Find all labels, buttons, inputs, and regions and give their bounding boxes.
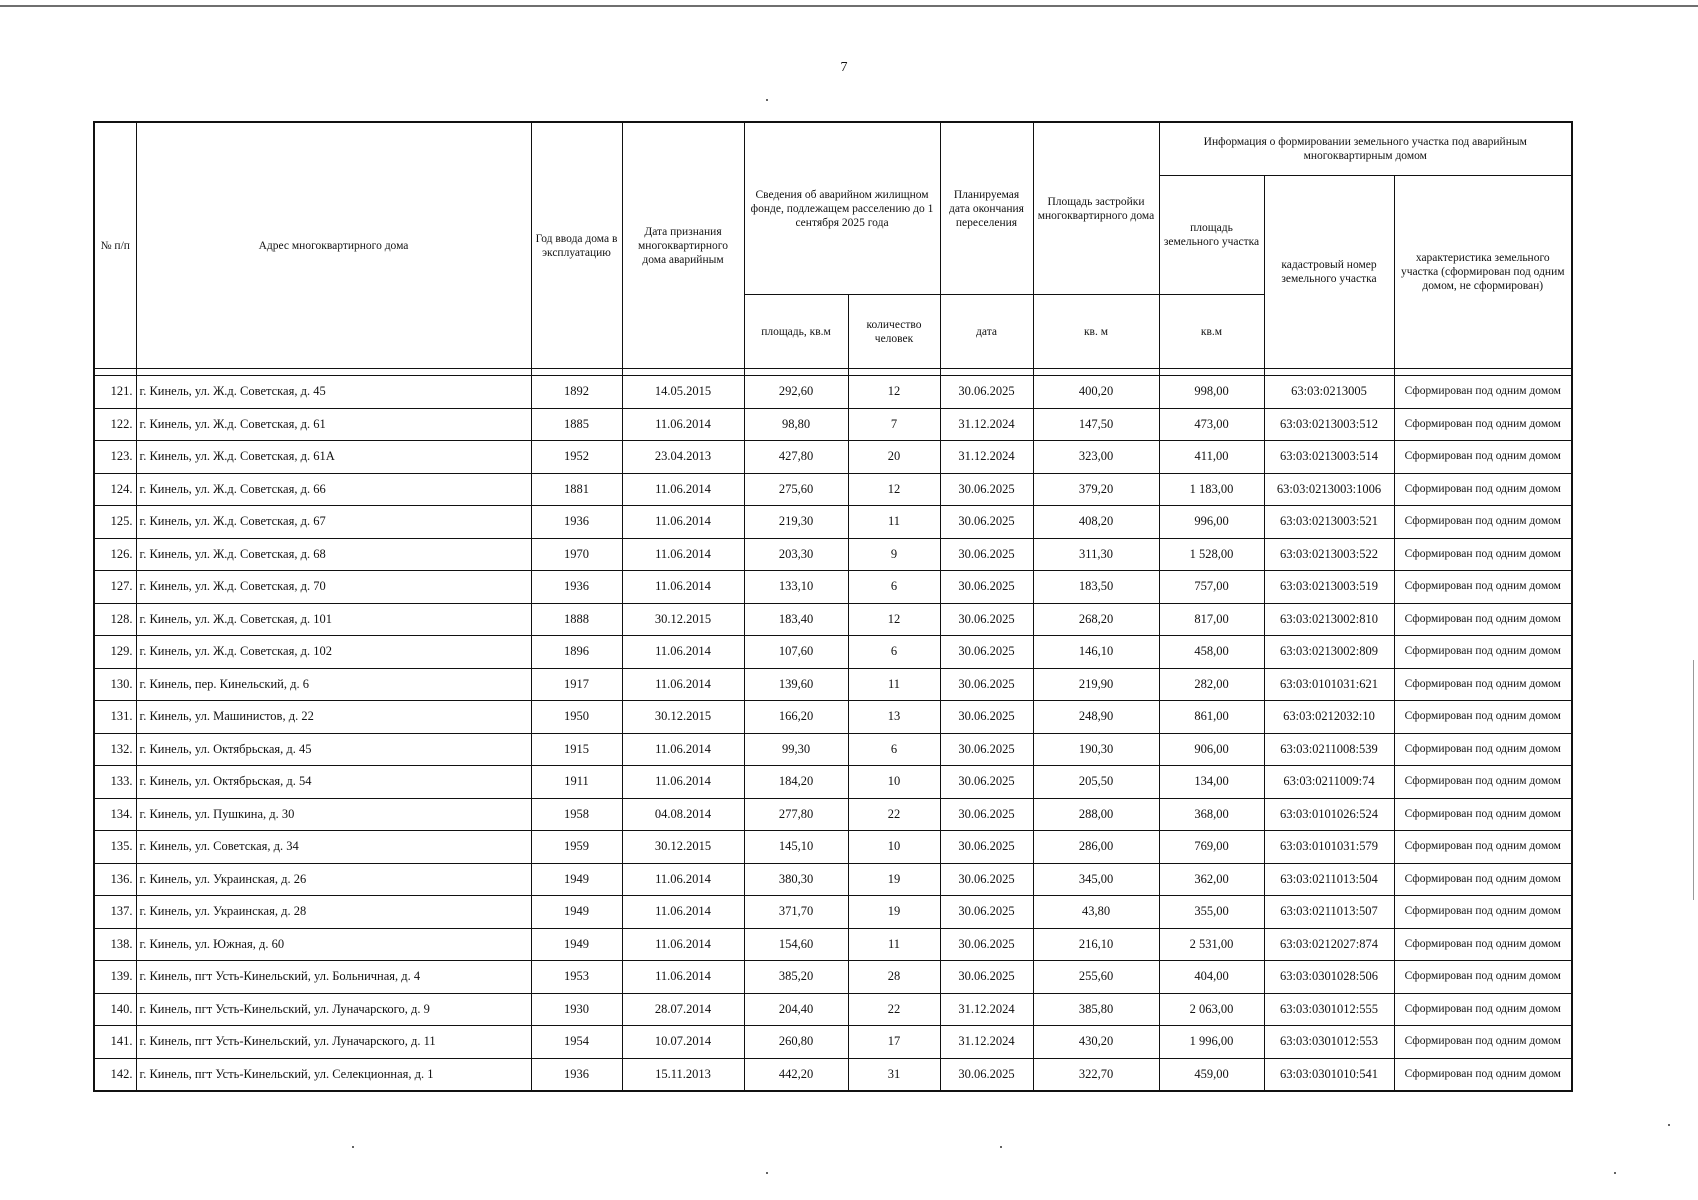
row-area-sqm: 99,30 <box>744 733 848 766</box>
row-planned-end: 30.06.2025 <box>940 928 1033 961</box>
scan-top-border <box>0 5 1698 7</box>
scan-speck <box>352 1146 354 1148</box>
row-planned-end: 30.06.2025 <box>940 733 1033 766</box>
row-building-area: 400,20 <box>1033 376 1159 409</box>
row-address: г. Кинель, ул. Октябрьская, д. 45 <box>136 733 531 766</box>
row-recognition-date: 11.06.2014 <box>622 473 744 506</box>
row-land-area: 906,00 <box>1159 733 1264 766</box>
row-num: 129. <box>94 636 136 669</box>
row-area-sqm: 204,40 <box>744 993 848 1026</box>
row-land-characteristic: Сформирован под одним домом <box>1394 506 1572 539</box>
row-land-area: 282,00 <box>1159 668 1264 701</box>
row-planned-end: 30.06.2025 <box>940 636 1033 669</box>
row-land-area: 458,00 <box>1159 636 1264 669</box>
scan-speck <box>1668 1124 1670 1126</box>
row-people-count: 13 <box>848 701 940 734</box>
row-address: г. Кинель, ул. Ж.д. Советская, д. 68 <box>136 538 531 571</box>
table-row <box>94 571 1572 604</box>
row-num: 131. <box>94 701 136 734</box>
row-building-area: 146,10 <box>1033 636 1159 669</box>
row-address: г. Кинель, ул. Октябрьская, д. 54 <box>136 766 531 799</box>
header-building-area-unit: кв. м <box>1033 295 1159 369</box>
table-row <box>94 603 1572 636</box>
row-recognition-date: 11.06.2014 <box>622 863 744 896</box>
row-land-characteristic: Сформирован под одним домом <box>1394 571 1572 604</box>
row-planned-end: 30.06.2025 <box>940 701 1033 734</box>
table-row <box>94 506 1572 539</box>
row-land-area: 368,00 <box>1159 798 1264 831</box>
header-area-sqm: площадь, кв.м <box>744 295 848 369</box>
row-year: 1930 <box>531 993 622 1026</box>
row-land-area: 134,00 <box>1159 766 1264 799</box>
row-people-count: 10 <box>848 766 940 799</box>
row-building-area: 323,00 <box>1033 441 1159 474</box>
row-recognition-date: 11.06.2014 <box>622 636 744 669</box>
row-recognition-date: 11.06.2014 <box>622 961 744 994</box>
scan-speck <box>766 1172 768 1174</box>
row-cadastral-number: 63:03:0101031:579 <box>1264 831 1394 864</box>
row-land-area: 817,00 <box>1159 603 1264 636</box>
row-land-characteristic: Сформирован под одним домом <box>1394 1058 1572 1091</box>
row-land-characteristic: Сформирован под одним домом <box>1394 538 1572 571</box>
row-planned-end: 30.06.2025 <box>940 376 1033 409</box>
row-land-area: 411,00 <box>1159 441 1264 474</box>
row-people-count: 9 <box>848 538 940 571</box>
row-area-sqm: 292,60 <box>744 376 848 409</box>
row-area-sqm: 277,80 <box>744 798 848 831</box>
row-address: г. Кинель, ул. Советская, д. 34 <box>136 831 531 864</box>
row-area-sqm: 145,10 <box>744 831 848 864</box>
row-cadastral-number: 63:03:0101026:524 <box>1264 798 1394 831</box>
row-land-area: 1 183,00 <box>1159 473 1264 506</box>
table-row <box>94 863 1572 896</box>
row-land-characteristic: Сформирован под одним домом <box>1394 766 1572 799</box>
table-row <box>94 993 1572 1026</box>
row-area-sqm: 154,60 <box>744 928 848 961</box>
header-date-recognition: Дата признания многоквартирного дома аварийным <box>622 122 744 369</box>
row-year: 1881 <box>531 473 622 506</box>
row-num: 139. <box>94 961 136 994</box>
row-address: г. Кинель, ул. Украинская, д. 26 <box>136 863 531 896</box>
row-area-sqm: 203,30 <box>744 538 848 571</box>
row-cadastral-number: 63:03:0212032:10 <box>1264 701 1394 734</box>
header-land-char: характеристика земельного участка (сформирован под одним домом, не сформирован) <box>1394 176 1572 369</box>
row-num: 140. <box>94 993 136 1026</box>
row-people-count: 11 <box>848 928 940 961</box>
row-num: 136. <box>94 863 136 896</box>
scan-edge-line <box>1693 660 1694 900</box>
row-land-characteristic: Сформирован под одним домом <box>1394 603 1572 636</box>
row-recognition-date: 28.07.2014 <box>622 993 744 1026</box>
row-land-characteristic: Сформирован под одним домом <box>1394 376 1572 409</box>
row-land-characteristic: Сформирован под одним домом <box>1394 441 1572 474</box>
row-area-sqm: 219,30 <box>744 506 848 539</box>
row-recognition-date: 04.08.2014 <box>622 798 744 831</box>
row-land-area: 757,00 <box>1159 571 1264 604</box>
row-address: г. Кинель, ул. Ж.д. Советская, д. 45 <box>136 376 531 409</box>
row-cadastral-number: 63:03:0211013:504 <box>1264 863 1394 896</box>
row-building-area: 248,90 <box>1033 701 1159 734</box>
row-cadastral-number: 63:03:0211008:539 <box>1264 733 1394 766</box>
row-year: 1911 <box>531 766 622 799</box>
table-row <box>94 766 1572 799</box>
row-recognition-date: 11.06.2014 <box>622 408 744 441</box>
row-address: г. Кинель, пгт Усть-Кинельский, ул. Больничная, д. 4 <box>136 961 531 994</box>
row-people-count: 22 <box>848 993 940 1026</box>
header-land-info: Информация о формировании земельного участка под аварийным многоквартирным домом <box>1159 122 1572 176</box>
row-land-characteristic: Сформирован под одним домом <box>1394 961 1572 994</box>
row-recognition-date: 11.06.2014 <box>622 506 744 539</box>
row-people-count: 17 <box>848 1026 940 1059</box>
row-building-area: 205,50 <box>1033 766 1159 799</box>
table-row <box>94 701 1572 734</box>
row-recognition-date: 11.06.2014 <box>622 668 744 701</box>
row-planned-end: 30.06.2025 <box>940 896 1033 929</box>
row-people-count: 11 <box>848 668 940 701</box>
row-land-characteristic: Сформирован под одним домом <box>1394 701 1572 734</box>
header-land-area: площадь земельного участка <box>1159 176 1264 295</box>
row-land-characteristic: Сформирован под одним домом <box>1394 408 1572 441</box>
row-building-area: 322,70 <box>1033 1058 1159 1091</box>
row-cadastral-number: 63:03:0301012:555 <box>1264 993 1394 1026</box>
row-cadastral-number: 63:03:0213003:1006 <box>1264 473 1394 506</box>
row-land-area: 473,00 <box>1159 408 1264 441</box>
row-land-area: 404,00 <box>1159 961 1264 994</box>
row-land-characteristic: Сформирован под одним домом <box>1394 896 1572 929</box>
table-row <box>94 831 1572 864</box>
header-people-count: количество человек <box>848 295 940 369</box>
row-recognition-date: 11.06.2014 <box>622 928 744 961</box>
row-num: 126. <box>94 538 136 571</box>
row-planned-end: 30.06.2025 <box>940 473 1033 506</box>
row-building-area: 268,20 <box>1033 603 1159 636</box>
header-building-area: Площадь застройки многоквартирного дома <box>1033 122 1159 295</box>
table-row <box>94 733 1572 766</box>
row-land-area: 355,00 <box>1159 896 1264 929</box>
header-spacer-row <box>94 369 1572 376</box>
row-recognition-date: 30.12.2015 <box>622 701 744 734</box>
header-date-sub: дата <box>940 295 1033 369</box>
row-num: 130. <box>94 668 136 701</box>
row-planned-end: 30.06.2025 <box>940 538 1033 571</box>
row-year: 1950 <box>531 701 622 734</box>
row-recognition-date: 11.06.2014 <box>622 571 744 604</box>
row-land-area: 2 531,00 <box>1159 928 1264 961</box>
row-cadastral-number: 63:03:0213003:521 <box>1264 506 1394 539</box>
row-planned-end: 31.12.2024 <box>940 993 1033 1026</box>
row-people-count: 7 <box>848 408 940 441</box>
row-num: 132. <box>94 733 136 766</box>
row-cadastral-number: 63:03:0301028:506 <box>1264 961 1394 994</box>
row-year: 1952 <box>531 441 622 474</box>
header-land-area-unit: кв.м <box>1159 295 1264 369</box>
row-people-count: 10 <box>848 831 940 864</box>
row-year: 1888 <box>531 603 622 636</box>
row-year: 1917 <box>531 668 622 701</box>
row-people-count: 19 <box>848 896 940 929</box>
row-num: 135. <box>94 831 136 864</box>
table-row <box>94 798 1572 831</box>
scan-speck <box>1000 1146 1002 1148</box>
header-address: Адрес многоквартирного дома <box>136 122 531 369</box>
row-building-area: 183,50 <box>1033 571 1159 604</box>
row-area-sqm: 371,70 <box>744 896 848 929</box>
row-people-count: 12 <box>848 603 940 636</box>
emergency-housing-table <box>93 121 1573 1092</box>
row-land-area: 2 063,00 <box>1159 993 1264 1026</box>
row-land-characteristic: Сформирован под одним домом <box>1394 733 1572 766</box>
row-cadastral-number: 63:03:0213003:512 <box>1264 408 1394 441</box>
row-num: 123. <box>94 441 136 474</box>
row-area-sqm: 260,80 <box>744 1026 848 1059</box>
row-planned-end: 31.12.2024 <box>940 441 1033 474</box>
row-area-sqm: 380,30 <box>744 863 848 896</box>
scan-speck <box>766 99 768 101</box>
row-year: 1892 <box>531 376 622 409</box>
row-cadastral-number: 63:03:0212027:874 <box>1264 928 1394 961</box>
row-planned-end: 31.12.2024 <box>940 408 1033 441</box>
row-year: 1936 <box>531 571 622 604</box>
row-area-sqm: 139,60 <box>744 668 848 701</box>
row-address: г. Кинель, ул. Ж.д. Советская, д. 66 <box>136 473 531 506</box>
row-land-area: 998,00 <box>1159 376 1264 409</box>
row-address: г. Кинель, ул. Южная, д. 60 <box>136 928 531 961</box>
row-land-area: 1 996,00 <box>1159 1026 1264 1059</box>
row-area-sqm: 275,60 <box>744 473 848 506</box>
table-row <box>94 1026 1572 1059</box>
row-cadastral-number: 63:03:0213003:519 <box>1264 571 1394 604</box>
row-year: 1958 <box>531 798 622 831</box>
table-row <box>94 473 1572 506</box>
row-building-area: 255,60 <box>1033 961 1159 994</box>
row-building-area: 43,80 <box>1033 896 1159 929</box>
row-year: 1936 <box>531 1058 622 1091</box>
table-row <box>94 961 1572 994</box>
row-area-sqm: 427,80 <box>744 441 848 474</box>
row-people-count: 31 <box>848 1058 940 1091</box>
row-land-characteristic: Сформирован под одним домом <box>1394 831 1572 864</box>
row-cadastral-number: 63:03:0213003:522 <box>1264 538 1394 571</box>
row-num: 121. <box>94 376 136 409</box>
row-land-characteristic: Сформирован под одним домом <box>1394 473 1572 506</box>
scan-speck <box>1614 1172 1616 1174</box>
table-row <box>94 896 1572 929</box>
table-row <box>94 408 1572 441</box>
row-cadastral-number: 63:03:0213003:514 <box>1264 441 1394 474</box>
row-num: 142. <box>94 1058 136 1091</box>
row-recognition-date: 30.12.2015 <box>622 603 744 636</box>
row-building-area: 345,00 <box>1033 863 1159 896</box>
page-number: 7 <box>840 60 848 75</box>
table-row <box>94 441 1572 474</box>
row-building-area: 311,30 <box>1033 538 1159 571</box>
row-recognition-date: 10.07.2014 <box>622 1026 744 1059</box>
row-planned-end: 31.12.2024 <box>940 1026 1033 1059</box>
row-area-sqm: 133,10 <box>744 571 848 604</box>
row-building-area: 430,20 <box>1033 1026 1159 1059</box>
table-row <box>94 668 1572 701</box>
row-land-characteristic: Сформирован под одним домом <box>1394 798 1572 831</box>
row-area-sqm: 98,80 <box>744 408 848 441</box>
row-area-sqm: 166,20 <box>744 701 848 734</box>
row-land-characteristic: Сформирован под одним домом <box>1394 863 1572 896</box>
row-address: г. Кинель, ул. Ж.д. Советская, д. 67 <box>136 506 531 539</box>
header-year: Год ввода дома в эксплуатацию <box>531 122 622 369</box>
row-building-area: 286,00 <box>1033 831 1159 864</box>
header-cadastral: кадастровый номер земельного участка <box>1264 176 1394 369</box>
row-address: г. Кинель, ул. Ж.д. Советская, д. 70 <box>136 571 531 604</box>
row-land-characteristic: Сформирован под одним домом <box>1394 993 1572 1026</box>
table-row <box>94 1058 1572 1091</box>
row-people-count: 20 <box>848 441 940 474</box>
row-num: 138. <box>94 928 136 961</box>
row-planned-end: 30.06.2025 <box>940 603 1033 636</box>
row-area-sqm: 107,60 <box>744 636 848 669</box>
table-row <box>94 376 1572 409</box>
row-year: 1936 <box>531 506 622 539</box>
row-address: г. Кинель, пгт Усть-Кинельский, ул. Луначарского, д. 9 <box>136 993 531 1026</box>
table-row <box>94 928 1572 961</box>
row-people-count: 6 <box>848 571 940 604</box>
row-area-sqm: 385,20 <box>744 961 848 994</box>
row-recognition-date: 15.11.2013 <box>622 1058 744 1091</box>
row-recognition-date: 11.06.2014 <box>622 766 744 799</box>
row-num: 128. <box>94 603 136 636</box>
row-address: г. Кинель, пер. Кинельский, д. 6 <box>136 668 531 701</box>
row-year: 1949 <box>531 896 622 929</box>
row-num: 141. <box>94 1026 136 1059</box>
row-planned-end: 30.06.2025 <box>940 506 1033 539</box>
table-row <box>94 538 1572 571</box>
row-address: г. Кинель, ул. Ж.д. Советская, д. 61 <box>136 408 531 441</box>
table-row <box>94 636 1572 669</box>
row-building-area: 147,50 <box>1033 408 1159 441</box>
row-planned-end: 30.06.2025 <box>940 961 1033 994</box>
header-planned-end: Планируемая дата окончания переселения <box>940 122 1033 295</box>
row-year: 1896 <box>531 636 622 669</box>
row-land-area: 459,00 <box>1159 1058 1264 1091</box>
header-fund-info: Сведения об аварийном жилищном фонде, подлежащем расселению до 1 сентября 2025 года <box>744 122 940 295</box>
row-land-area: 769,00 <box>1159 831 1264 864</box>
row-people-count: 12 <box>848 473 940 506</box>
row-recognition-date: 23.04.2013 <box>622 441 744 474</box>
row-num: 137. <box>94 896 136 929</box>
row-people-count: 6 <box>848 733 940 766</box>
row-cadastral-number: 63:03:0301012:553 <box>1264 1026 1394 1059</box>
row-recognition-date: 30.12.2015 <box>622 831 744 864</box>
row-address: г. Кинель, ул. Машинистов, д. 22 <box>136 701 531 734</box>
row-building-area: 219,90 <box>1033 668 1159 701</box>
row-address: г. Кинель, ул. Украинская, д. 28 <box>136 896 531 929</box>
row-address: г. Кинель, ул. Ж.д. Советская, д. 101 <box>136 603 531 636</box>
row-people-count: 22 <box>848 798 940 831</box>
row-building-area: 385,80 <box>1033 993 1159 1026</box>
row-year: 1970 <box>531 538 622 571</box>
row-year: 1953 <box>531 961 622 994</box>
row-cadastral-number: 63:03:0211013:507 <box>1264 896 1394 929</box>
row-num: 133. <box>94 766 136 799</box>
row-building-area: 216,10 <box>1033 928 1159 961</box>
row-land-area: 1 528,00 <box>1159 538 1264 571</box>
row-cadastral-number: 63:03:0213002:810 <box>1264 603 1394 636</box>
row-year: 1915 <box>531 733 622 766</box>
row-year: 1954 <box>531 1026 622 1059</box>
row-area-sqm: 184,20 <box>744 766 848 799</box>
row-year: 1949 <box>531 928 622 961</box>
row-cadastral-number: 63:03:0211009:74 <box>1264 766 1394 799</box>
row-address: г. Кинель, ул. Ж.д. Советская, д. 61А <box>136 441 531 474</box>
row-area-sqm: 183,40 <box>744 603 848 636</box>
header-num: № п/п <box>94 122 136 369</box>
row-recognition-date: 11.06.2014 <box>622 733 744 766</box>
row-land-area: 861,00 <box>1159 701 1264 734</box>
row-people-count: 11 <box>848 506 940 539</box>
row-building-area: 379,20 <box>1033 473 1159 506</box>
row-address: г. Кинель, ул. Пушкина, д. 30 <box>136 798 531 831</box>
row-address: г. Кинель, ул. Ж.д. Советская, д. 102 <box>136 636 531 669</box>
row-recognition-date: 11.06.2014 <box>622 896 744 929</box>
row-planned-end: 30.06.2025 <box>940 1058 1033 1091</box>
row-land-area: 362,00 <box>1159 863 1264 896</box>
row-land-characteristic: Сформирован под одним домом <box>1394 1026 1572 1059</box>
row-land-characteristic: Сформирован под одним домом <box>1394 636 1572 669</box>
row-num: 127. <box>94 571 136 604</box>
row-building-area: 288,00 <box>1033 798 1159 831</box>
row-cadastral-number: 63:03:0213005 <box>1264 376 1394 409</box>
row-planned-end: 30.06.2025 <box>940 863 1033 896</box>
row-recognition-date: 14.05.2015 <box>622 376 744 409</box>
row-people-count: 6 <box>848 636 940 669</box>
row-planned-end: 30.06.2025 <box>940 831 1033 864</box>
row-year: 1959 <box>531 831 622 864</box>
row-planned-end: 30.06.2025 <box>940 668 1033 701</box>
row-building-area: 408,20 <box>1033 506 1159 539</box>
row-land-characteristic: Сформирован под одним домом <box>1394 668 1572 701</box>
row-planned-end: 30.06.2025 <box>940 798 1033 831</box>
row-area-sqm: 442,20 <box>744 1058 848 1091</box>
row-land-area: 996,00 <box>1159 506 1264 539</box>
row-land-characteristic: Сформирован под одним домом <box>1394 928 1572 961</box>
row-num: 124. <box>94 473 136 506</box>
row-people-count: 19 <box>848 863 940 896</box>
row-address: г. Кинель, пгт Усть-Кинельский, ул. Луначарского, д. 11 <box>136 1026 531 1059</box>
row-year: 1949 <box>531 863 622 896</box>
row-cadastral-number: 63:03:0101031:621 <box>1264 668 1394 701</box>
row-planned-end: 30.06.2025 <box>940 571 1033 604</box>
row-building-area: 190,30 <box>1033 733 1159 766</box>
row-cadastral-number: 63:03:0213002:809 <box>1264 636 1394 669</box>
row-num: 122. <box>94 408 136 441</box>
row-people-count: 28 <box>848 961 940 994</box>
row-planned-end: 30.06.2025 <box>940 766 1033 799</box>
row-address: г. Кинель, пгт Усть-Кинельский, ул. Селекционная, д. 1 <box>136 1058 531 1091</box>
row-cadastral-number: 63:03:0301010:541 <box>1264 1058 1394 1091</box>
row-num: 134. <box>94 798 136 831</box>
row-recognition-date: 11.06.2014 <box>622 538 744 571</box>
row-people-count: 12 <box>848 376 940 409</box>
row-year: 1885 <box>531 408 622 441</box>
row-num: 125. <box>94 506 136 539</box>
